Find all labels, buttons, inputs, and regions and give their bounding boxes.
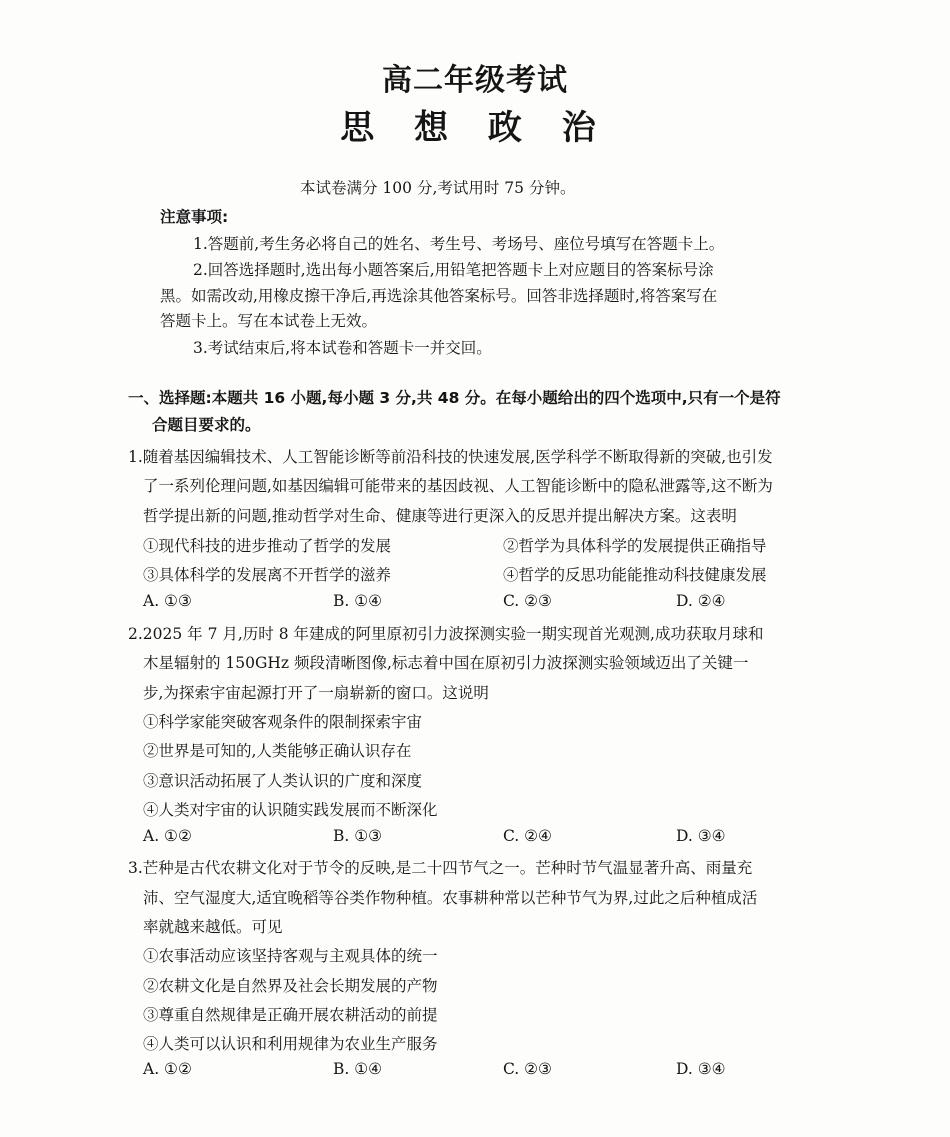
q2-option-c: C. ②④	[503, 827, 552, 845]
q1-statement-2: ②哲学为具体科学的发展提供正确指导	[503, 537, 767, 555]
exam-info: 本试卷满分 100 分,考试用时 75 分钟。	[300, 179, 576, 197]
q3-statement-1: ①农事活动应该坚持客观与主观具体的统一	[143, 947, 438, 965]
q2-stem-line-2: 木星辐射的 150GHz 频段清晰图像,标志着中国在原初引力波探测实验领域迈出了关键一	[143, 654, 749, 672]
q2-option-a: A. ①②	[143, 827, 192, 845]
subject-title: 思 想 政 治	[340, 108, 610, 148]
q1-statement-4: ④哲学的反思功能能推动科技健康发展	[503, 566, 767, 584]
q3-stem-line-2: 沛、空气湿度大,适宜晚稻等谷类作物种植。农事耕种常以芒种节气为界,过此之后种植成活	[143, 889, 758, 907]
q1-option-a: A. ①③	[143, 592, 192, 610]
q3-statement-4: ④人类可以认识和利用规律为农业生产服务	[143, 1035, 438, 1053]
q1-option-d: D. ②④	[676, 592, 726, 610]
q2-stem-line-3: 步,为探索宇宙起源打开了一扇崭新的窗口。这说明	[143, 684, 489, 702]
q2-statement-2: ②世界是可知的,人类能够正确认识存在	[143, 742, 412, 760]
section-heading-line-1: 一、选择题:本题共 16 小题,每小题 3 分,共 48 分。在每小题给出的四个选项中,只有一个是符	[128, 389, 781, 407]
q2-statement-3: ③意识活动拓展了人类认识的广度和深度	[143, 772, 423, 790]
q3-option-d: D. ③④	[676, 1060, 726, 1077]
q3-stem-line-3: 率就越来越低。可见	[143, 918, 283, 936]
exam-title: 高二年级考试	[382, 63, 568, 98]
q3-option-a: A. ①②	[143, 1060, 192, 1077]
q3-statement-3: ③尊重自然规律是正确开展农耕活动的前提	[143, 1006, 438, 1024]
notes-item-2-line-3: 答题卡上。写在本试卷上无效。	[160, 312, 378, 330]
q1-option-c: C. ②③	[503, 592, 552, 610]
section-heading-line-2: 合题目要求的。	[152, 416, 261, 434]
q3-option-b: B. ①④	[333, 1060, 383, 1077]
q1-stem-line-1: 1.随着基因编辑技术、人工智能诊断等前沿科技的快速发展,医学科学不断取得新的突破,也引发	[128, 448, 773, 466]
q1-statement-3: ③具体科学的发展离不开哲学的滋养	[143, 566, 392, 584]
notes-item-3: 3.考试结束后,将本试卷和答题卡一并交回。	[193, 339, 492, 357]
q3-statement-2: ②农耕文化是自然界及社会长期发展的产物	[143, 977, 438, 995]
page-bottom-margin	[0, 1077, 950, 1137]
q2-statement-4: ④人类对宇宙的认识随实践发展而不断深化	[143, 801, 438, 819]
q1-option-b: B. ①④	[333, 592, 383, 610]
q2-statement-1: ①科学家能突破客观条件的限制探索宇宙	[143, 713, 423, 731]
q3-stem-line-1: 3.芒种是古代农耕文化对于节令的反映,是二十四节气之一。芒种时节气温显著升高、雨量充	[128, 859, 753, 877]
notes-heading: 注意事项:	[160, 208, 229, 226]
notes-item-2-line-2: 黑。如需改动,用橡皮擦干净后,再选涂其他答案标号。回答非选择题时,将答案写在	[160, 287, 718, 305]
q3-options-row-clipped	[0, 1060, 950, 1077]
q1-stem-line-3: 哲学提出新的问题,推动哲学对生命、健康等进行更深入的反思并提出解决方案。这表明	[143, 507, 737, 525]
notes-item-1: 1.答题前,考生务必将自己的姓名、考生号、考场号、座位号填写在答题卡上。	[193, 235, 725, 253]
q1-statement-1: ①现代科技的进步推动了哲学的发展	[143, 537, 392, 555]
notes-item-2-line-1: 2.回答选择题时,选出每小题答案后,用铅笔把答题卡上对应题目的答案标号涂	[193, 261, 714, 279]
q2-stem-line-1: 2.2025 年 7 月,历时 8 年建成的阿里原初引力波探测实验一期实现首光观测,成功获取月球和	[128, 625, 764, 643]
q2-option-d: D. ③④	[676, 827, 726, 845]
q1-stem-line-2: 了一系列伦理问题,如基因编辑可能带来的基因歧视、人工智能诊断中的隐私泄露等,这不断为	[143, 477, 773, 495]
q2-option-b: B. ①③	[333, 827, 383, 845]
q3-option-c: C. ②③	[503, 1060, 552, 1077]
